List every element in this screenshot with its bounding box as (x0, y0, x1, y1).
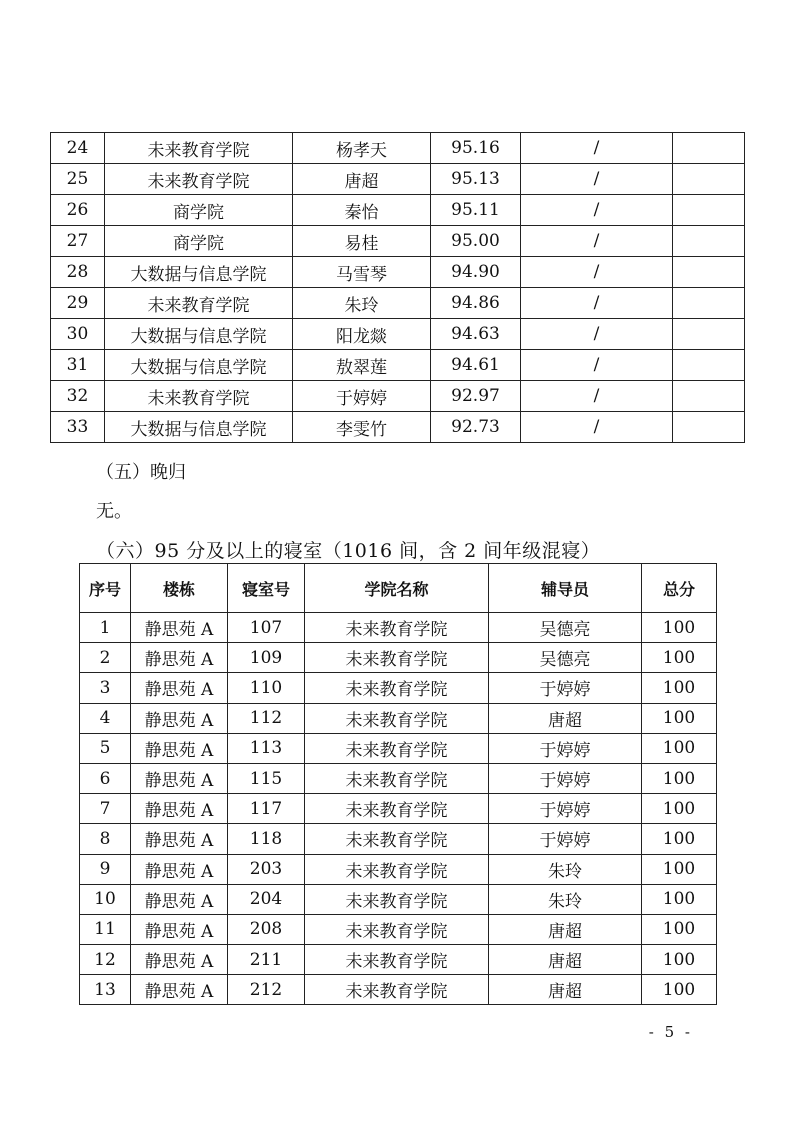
cell-counselor: 吴德亮 (489, 643, 642, 673)
cell-total: 100 (642, 975, 717, 1005)
cell-counselor: 于婷婷 (489, 763, 642, 793)
cell-total: 100 (642, 914, 717, 944)
cell-mark: / (521, 412, 673, 443)
cell-extra (673, 164, 745, 195)
cell-counselor: 唐超 (489, 703, 642, 733)
table-header-row (80, 564, 717, 613)
cell-mark: / (521, 288, 673, 319)
cell-name: 李雯竹 (293, 412, 431, 443)
cell-mark: / (521, 164, 673, 195)
cell-no: 12 (80, 945, 131, 975)
cell-room: 211 (228, 945, 305, 975)
cell-mark: / (521, 319, 673, 350)
cell-score: 94.61 (431, 350, 521, 381)
cell-no: 26 (51, 195, 105, 226)
cell-mark: / (521, 195, 673, 226)
table-row (51, 319, 745, 350)
cell-room: 118 (228, 824, 305, 854)
table-row (80, 673, 717, 703)
page-number: - 5 - (648, 1023, 693, 1041)
table-row (80, 794, 717, 824)
cell-no: 8 (80, 824, 131, 854)
cell-total: 100 (642, 613, 717, 643)
cell-college: 未来教育学院 (105, 164, 293, 195)
cell-college: 未来教育学院 (305, 673, 489, 703)
cell-name: 敖翠莲 (293, 350, 431, 381)
table-row (51, 257, 745, 288)
table-row (51, 133, 745, 164)
cell-total: 100 (642, 703, 717, 733)
table-row (51, 195, 745, 226)
cell-name: 朱玲 (293, 288, 431, 319)
section-5-body: 无。 (96, 501, 132, 522)
cell-room: 109 (228, 643, 305, 673)
cell-college: 大数据与信息学院 (105, 319, 293, 350)
table-row (80, 703, 717, 733)
header-counselor: 辅导员 (489, 564, 642, 613)
cell-score: 95.11 (431, 195, 521, 226)
cell-no: 30 (51, 319, 105, 350)
cell-college: 未来教育学院 (305, 733, 489, 763)
table-row (80, 824, 717, 854)
cell-no: 3 (80, 673, 131, 703)
table-row (80, 975, 717, 1005)
cell-score: 95.16 (431, 133, 521, 164)
cell-college: 大数据与信息学院 (105, 350, 293, 381)
table-row (51, 288, 745, 319)
cell-college: 未来教育学院 (305, 763, 489, 793)
cell-extra (673, 257, 745, 288)
cell-name: 唐超 (293, 164, 431, 195)
section-6-heading: （六）95 分及以上的寝室（1016 间，含 2 间年级混寝） (96, 540, 601, 562)
cell-no: 6 (80, 763, 131, 793)
table-row (51, 381, 745, 412)
cell-no: 13 (80, 975, 131, 1005)
cell-no: 11 (80, 914, 131, 944)
cell-building: 静思苑 A (131, 824, 228, 854)
cell-counselor: 朱玲 (489, 854, 642, 884)
cell-counselor: 朱玲 (489, 884, 642, 914)
cell-counselor: 吴德亮 (489, 613, 642, 643)
cell-room: 117 (228, 794, 305, 824)
cell-room: 204 (228, 884, 305, 914)
header-building: 楼栋 (131, 564, 228, 613)
table-row (80, 854, 717, 884)
table-row (51, 226, 745, 257)
cell-college: 未来教育学院 (305, 975, 489, 1005)
cell-extra (673, 288, 745, 319)
cell-total: 100 (642, 854, 717, 884)
cell-counselor: 于婷婷 (489, 733, 642, 763)
cell-no: 25 (51, 164, 105, 195)
cell-college: 未来教育学院 (105, 288, 293, 319)
cell-total: 100 (642, 824, 717, 854)
cell-building: 静思苑 A (131, 763, 228, 793)
cell-counselor: 于婷婷 (489, 824, 642, 854)
cell-extra (673, 133, 745, 164)
cell-score: 94.90 (431, 257, 521, 288)
cell-room: 115 (228, 763, 305, 793)
cell-college: 未来教育学院 (105, 133, 293, 164)
cell-college: 未来教育学院 (305, 914, 489, 944)
cell-no: 9 (80, 854, 131, 884)
cell-no: 32 (51, 381, 105, 412)
cell-college: 大数据与信息学院 (105, 412, 293, 443)
cell-building: 静思苑 A (131, 975, 228, 1005)
cell-name: 马雪琴 (293, 257, 431, 288)
cell-total: 100 (642, 673, 717, 703)
cell-score: 95.00 (431, 226, 521, 257)
cell-college: 商学院 (105, 226, 293, 257)
cell-extra (673, 412, 745, 443)
table-row (80, 763, 717, 793)
cell-no: 24 (51, 133, 105, 164)
cell-college: 未来教育学院 (305, 854, 489, 884)
table-row (80, 884, 717, 914)
cell-no: 33 (51, 412, 105, 443)
cell-room: 208 (228, 914, 305, 944)
cell-building: 静思苑 A (131, 945, 228, 975)
cell-no: 10 (80, 884, 131, 914)
cell-building: 静思苑 A (131, 794, 228, 824)
header-no: 序号 (80, 564, 131, 613)
cell-name: 阳龙燚 (293, 319, 431, 350)
header-college: 学院名称 (305, 564, 489, 613)
cell-mark: / (521, 226, 673, 257)
cell-building: 静思苑 A (131, 914, 228, 944)
cell-score: 95.13 (431, 164, 521, 195)
header-total: 总分 (642, 564, 717, 613)
cell-college: 未来教育学院 (305, 794, 489, 824)
cell-no: 1 (80, 613, 131, 643)
cell-room: 110 (228, 673, 305, 703)
cell-score: 94.86 (431, 288, 521, 319)
cell-extra (673, 381, 745, 412)
cell-building: 静思苑 A (131, 643, 228, 673)
cell-total: 100 (642, 763, 717, 793)
cell-counselor: 唐超 (489, 914, 642, 944)
cell-room: 112 (228, 703, 305, 733)
cell-building: 静思苑 A (131, 703, 228, 733)
table-row (51, 164, 745, 195)
cell-name: 秦怡 (293, 195, 431, 226)
cell-college: 未来教育学院 (305, 945, 489, 975)
cell-total: 100 (642, 733, 717, 763)
cell-mark: / (521, 381, 673, 412)
cell-building: 静思苑 A (131, 884, 228, 914)
cell-college: 未来教育学院 (305, 824, 489, 854)
cell-counselor: 唐超 (489, 945, 642, 975)
cell-room: 113 (228, 733, 305, 763)
cell-mark: / (521, 257, 673, 288)
table-row (80, 733, 717, 763)
cell-no: 7 (80, 794, 131, 824)
cell-no: 2 (80, 643, 131, 673)
table-row (80, 945, 717, 975)
table-row (51, 412, 745, 443)
cell-score: 92.73 (431, 412, 521, 443)
cell-college: 未来教育学院 (305, 703, 489, 733)
header-room: 寝室号 (228, 564, 305, 613)
table-row (80, 613, 717, 643)
cell-room: 212 (228, 975, 305, 1005)
table-row (80, 914, 717, 944)
cell-no: 29 (51, 288, 105, 319)
table-row (80, 643, 717, 673)
cell-room: 107 (228, 613, 305, 643)
cell-college: 未来教育学院 (305, 643, 489, 673)
cell-no: 4 (80, 703, 131, 733)
section-5-heading: （五）晚归 (96, 462, 186, 483)
cell-score: 92.97 (431, 381, 521, 412)
cell-total: 100 (642, 794, 717, 824)
cell-name: 杨孝天 (293, 133, 431, 164)
cell-college: 商学院 (105, 195, 293, 226)
cell-name: 于婷婷 (293, 381, 431, 412)
cell-counselor: 于婷婷 (489, 673, 642, 703)
cell-extra (673, 195, 745, 226)
cell-building: 静思苑 A (131, 733, 228, 763)
cell-total: 100 (642, 884, 717, 914)
cell-score: 94.63 (431, 319, 521, 350)
dorm-table (79, 563, 717, 1005)
cell-college: 未来教育学院 (105, 381, 293, 412)
cell-extra (673, 319, 745, 350)
cell-no: 5 (80, 733, 131, 763)
cell-college: 未来教育学院 (305, 884, 489, 914)
cell-college: 大数据与信息学院 (105, 257, 293, 288)
cell-counselor: 于婷婷 (489, 794, 642, 824)
cell-total: 100 (642, 643, 717, 673)
cell-no: 31 (51, 350, 105, 381)
cell-total: 100 (642, 945, 717, 975)
cell-room: 203 (228, 854, 305, 884)
cell-mark: / (521, 350, 673, 381)
cell-no: 27 (51, 226, 105, 257)
cell-college: 未来教育学院 (305, 613, 489, 643)
cell-extra (673, 226, 745, 257)
cell-extra (673, 350, 745, 381)
cell-building: 静思苑 A (131, 613, 228, 643)
cell-name: 易桂 (293, 226, 431, 257)
table-row (51, 350, 745, 381)
cell-counselor: 唐超 (489, 975, 642, 1005)
cell-no: 28 (51, 257, 105, 288)
score-table-continued (50, 132, 745, 443)
cell-building: 静思苑 A (131, 673, 228, 703)
cell-mark: / (521, 133, 673, 164)
cell-building: 静思苑 A (131, 854, 228, 884)
